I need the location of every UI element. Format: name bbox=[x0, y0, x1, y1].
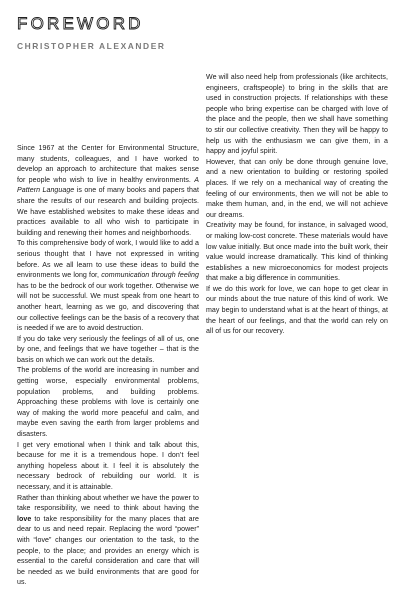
book-title-italic: A Pattern Language bbox=[17, 176, 199, 195]
emphasis-bold: love bbox=[17, 515, 32, 523]
right-text-column bbox=[206, 73, 388, 338]
paragraph: If we do this work for love, we can hope to get clear in our minds about the true nature of this kind of work. We may begin to understand what is at the heart of things, at the heart of our feelings, and that the world can rely on all of us for our recovery. bbox=[206, 285, 388, 336]
paragraph: We will also need help from professionals (like architects, engineers, craftspeople) to bring in the skills that are used in construction projects. If relationships with these people who bring expertise can be charged with love of the place and the people, then we shall have something to stir our collective creativity. Then they will be happy to help us with the enthusiasm we can give them, in a happy and joyful spirit. bbox=[206, 74, 388, 156]
emphasis-italic: communication through feeling bbox=[101, 272, 199, 280]
author-name: CHRISTOPHER ALEXANDER bbox=[17, 41, 166, 51]
paragraph-text: is one of many books and papers that share the results of our research and building projects. We have established websites to make these ideas and practices available to all who wish to participate in building and renewing their homes and neighborhoods. bbox=[17, 187, 199, 237]
paragraph bbox=[17, 494, 199, 589]
left-text-column bbox=[17, 144, 199, 589]
paragraph: However, that can only be done through genuine love, and a new orientation to building or restoring spoiled places. If we rely on a mechanical way of creating the feeling of our environments, then we will not be able to make them human, and, in the end, we will not achieve our dreams. bbox=[206, 158, 388, 219]
paragraph bbox=[17, 144, 199, 239]
paragraph: If you do take very seriously the feelings of all of us, one by one, and feelings that we have together – that is the basis on which we can work out the details. bbox=[17, 335, 199, 364]
paragraph bbox=[17, 239, 199, 334]
paragraph-text: To this comprehensive body of work, I would like to add a serious thought that I have not expressed in writing before. As we all learn to use these ideas to build the environments we long for, bbox=[17, 240, 199, 280]
paragraph-text: Since 1967 at the Center for Environmental Structure, many students, colleagues, and I have worked to develop an approach to architecture that makes sense for people who wish to live in healthy environments. bbox=[17, 145, 199, 184]
paragraph: Creativity may be found, for instance, in salvaged wood, or making low-cost concrete. These materials would have low value initially. But once made into the built work, their value would increase dramatically. This kind of thinking establishes a new microeconomics for modest projects that make a big difference in communities. bbox=[206, 222, 389, 283]
paragraph: The problems of the world are increasing in number and getting worse, especially environmental problems, population problems, and building problems. Approaching these problems with love is certainly one way of making the world more peaceful and calm, and maybe even saving the earth from larger problems and disasters. bbox=[17, 367, 199, 439]
paragraph-text: Rather than thinking about whether we have the power to take responsibility, we need to think about having the bbox=[17, 494, 199, 513]
paragraph: I get very emotional when I think and talk about this, because for me it is a tremendous hope. I don’t feel anything hopeless about it. I feel it is absolutely the necessary bedrock of rebuilding our world. It is necessary, and it is attainable. bbox=[17, 441, 199, 491]
paragraph-text: has to be the bedrock of our work together. Otherwise we will not be successful. We must speak from one heart to another heart, learning as we go, and discovering that our collective feelings can be the basis of a recovery that is needed if we are to avoid destruction. bbox=[17, 282, 199, 333]
page-title: FOREWORD bbox=[17, 14, 144, 34]
paragraph-text: to take responsibility for the many places that are dear to us and need repair. Replacing the word “power” with “love” changes our orientation to the task, to the people, to the place; and provides an energy which is essential to the careful consideration and care that will be needed as we build environments that are good for us. bbox=[17, 515, 199, 587]
